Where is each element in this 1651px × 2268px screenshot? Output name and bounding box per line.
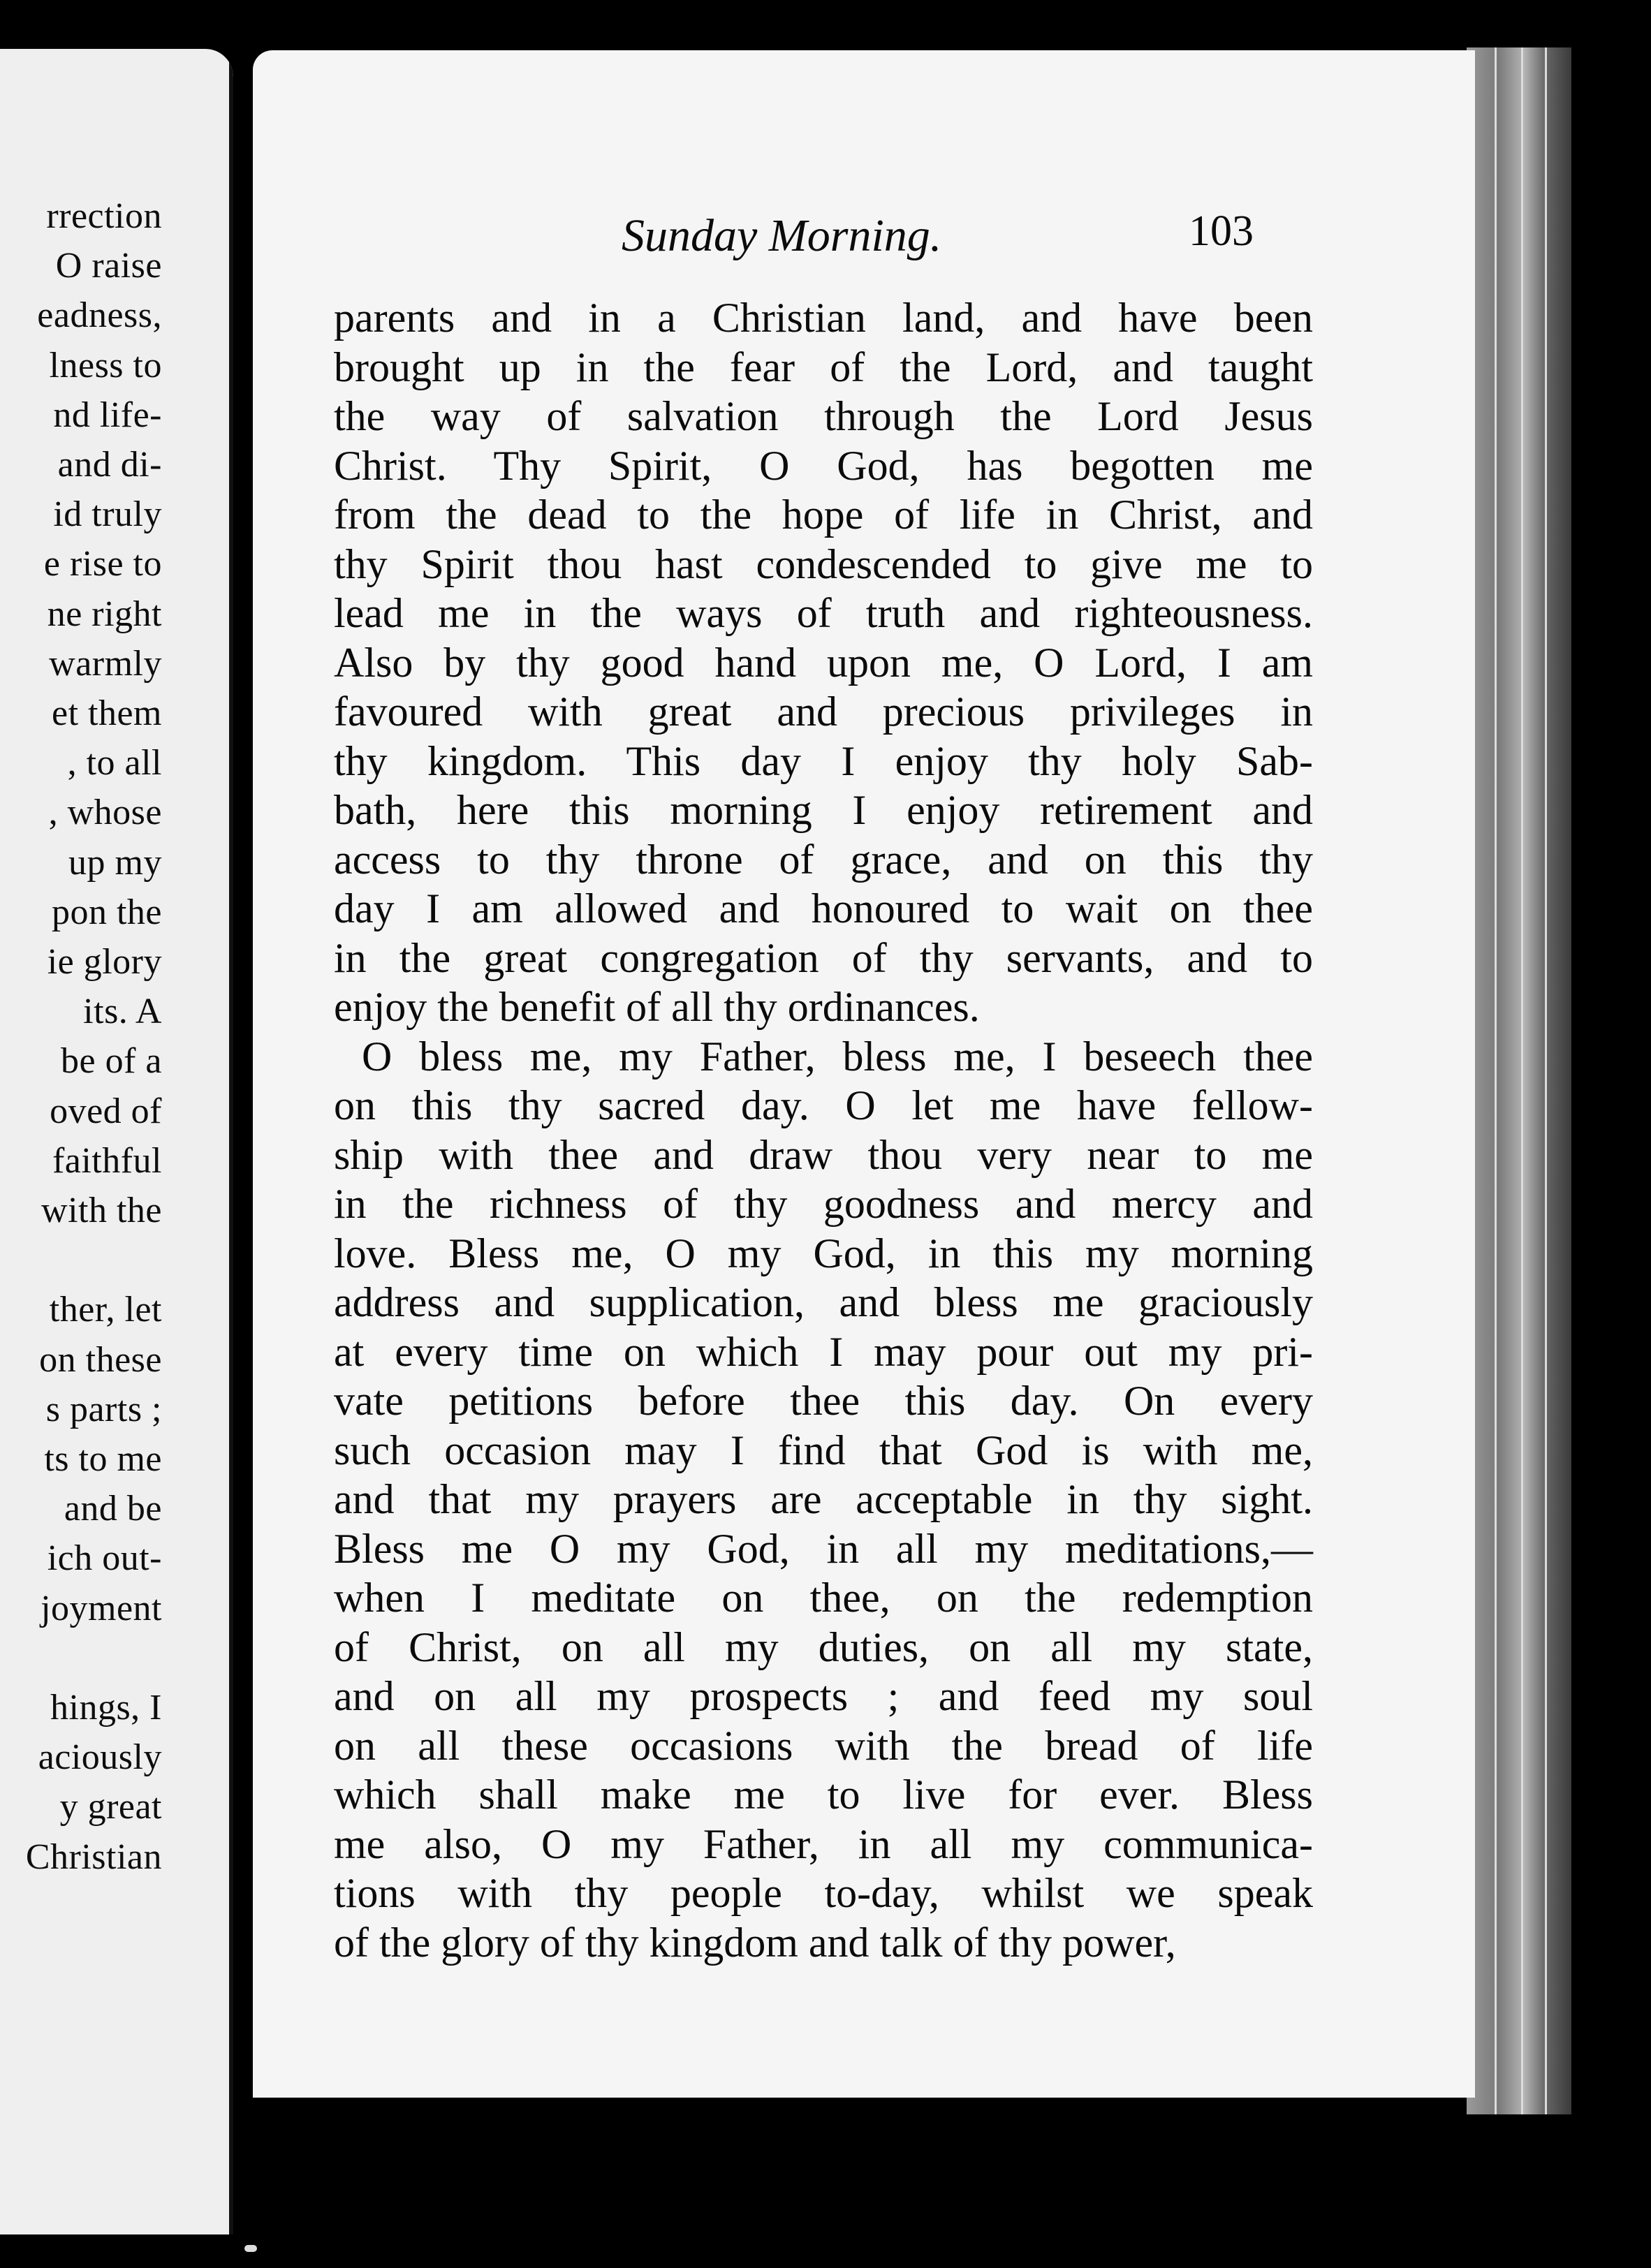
body-line: love. Bless me, O my God, in this my morning bbox=[334, 1230, 1313, 1276]
left-page-line: pon the bbox=[51, 892, 162, 932]
left-page-line: aciously bbox=[38, 1737, 162, 1778]
left-page-line: eadness, bbox=[37, 295, 162, 336]
body-line: when I meditate on thee, on the redemption bbox=[334, 1575, 1313, 1621]
body-line: which shall make me to live for ever. Bless bbox=[334, 1772, 1313, 1818]
left-page-edge bbox=[229, 49, 233, 2234]
left-page-line: lness to bbox=[49, 345, 162, 385]
page-number: 103 bbox=[1189, 207, 1254, 255]
left-page-line: s parts ; bbox=[45, 1389, 162, 1429]
body-line: at every time on which I may pour out my pri- bbox=[334, 1328, 1313, 1375]
body-line: such occasion may I find that God is with me, bbox=[334, 1427, 1313, 1473]
body-line: thy Spirit thou hast condescended to give me to bbox=[334, 540, 1313, 587]
left-page-line: ts to me bbox=[44, 1439, 162, 1479]
body-line: and on all my prospects ; and feed my soul bbox=[334, 1673, 1313, 1719]
body-line: in the great congregation of thy servants, and to bbox=[334, 934, 1313, 981]
body-line: enjoy the benefit of all thy ordinances. bbox=[334, 984, 980, 1030]
body-line: vate petitions before thee this day. On every bbox=[334, 1378, 1313, 1424]
body-line: O bless me, my Father, bless me, I beseech thee bbox=[362, 1033, 1313, 1080]
left-page-line: with the bbox=[41, 1191, 162, 1230]
body-line: favoured with great and precious privileges in bbox=[334, 688, 1313, 735]
left-page-line: ther, let bbox=[49, 1290, 162, 1330]
left-page-line: and di- bbox=[57, 445, 162, 485]
body-line: from the dead to the hope of life in Christ, and bbox=[334, 492, 1313, 538]
left-page bbox=[0, 49, 233, 2234]
left-page-line: O raise bbox=[55, 246, 162, 286]
left-page-line: warmly bbox=[49, 643, 162, 684]
body-line: lead me in the ways of truth and righteousness. bbox=[334, 590, 1313, 636]
left-page-line: joyment bbox=[41, 1588, 162, 1628]
left-page-line: faithful bbox=[52, 1140, 162, 1181]
body-text bbox=[334, 293, 1313, 1967]
body-line: in the richness of thy goodness and mercy and bbox=[334, 1181, 1313, 1227]
left-page-line: hings, I bbox=[50, 1688, 162, 1728]
page-edge-stripe bbox=[1495, 47, 1497, 2114]
left-page-line: e rise to bbox=[43, 544, 162, 584]
body-line: thy kingdom. This day I enjoy thy holy Sab- bbox=[334, 737, 1313, 784]
body-line: of the glory of thy kingdom and talk of thy power, bbox=[334, 1919, 1176, 1966]
left-page-line: on these bbox=[39, 1339, 162, 1380]
body-line: Also by thy good hand upon me, O Lord, I am bbox=[334, 639, 1313, 686]
left-page-line: , to all bbox=[67, 743, 162, 783]
body-line: address and supplication, and bless me graciously bbox=[334, 1279, 1313, 1325]
body-line: ship with thee and draw thou very near to me bbox=[334, 1131, 1313, 1178]
left-page-line: ich out- bbox=[47, 1538, 162, 1579]
left-page-line: Christian bbox=[25, 1836, 162, 1877]
body-line: on this thy sacred day. O let me have fellow- bbox=[334, 1082, 1313, 1128]
body-line: bath, here this morning I enjoy retirement and bbox=[334, 787, 1313, 833]
left-page-line: and be bbox=[64, 1489, 162, 1529]
left-page-line: be of a bbox=[61, 1041, 162, 1082]
body-line: Christ. Thy Spirit, O God, has begotten me bbox=[334, 442, 1313, 489]
left-page-line: , whose bbox=[48, 793, 162, 833]
left-page-line: id truly bbox=[53, 494, 162, 535]
body-line: brought up in the fear of the Lord, and taught bbox=[334, 344, 1313, 390]
body-line: of Christ, on all my duties, on all my state, bbox=[334, 1623, 1313, 1670]
left-page-line: up my bbox=[68, 842, 162, 883]
left-page-line: nd life- bbox=[53, 395, 162, 435]
body-line: me also, O my Father, in all my communica- bbox=[334, 1820, 1313, 1867]
body-line: the way of salvation through the Lord Jesus bbox=[334, 393, 1313, 439]
body-line: parents and in a Christian land, and have been bbox=[334, 295, 1313, 341]
page-edge-stripe bbox=[1521, 47, 1523, 2114]
book-page-edges bbox=[1467, 47, 1571, 2114]
left-page-line: et them bbox=[51, 693, 162, 733]
body-line: day I am allowed and honoured to wait on thee bbox=[334, 885, 1313, 932]
left-page-line: oved of bbox=[50, 1091, 162, 1131]
body-line: Bless me O my God, in all my meditations,— bbox=[334, 1525, 1313, 1572]
page-edge-stripe bbox=[1545, 47, 1547, 2114]
body-line: tions with thy people to-day, whilst we speak bbox=[334, 1870, 1313, 1916]
body-line: access to thy throne of grace, and on this thy bbox=[334, 836, 1313, 883]
scan-artifact bbox=[244, 2245, 257, 2252]
left-page-line: y great bbox=[59, 1787, 162, 1827]
left-page-line: ie glory bbox=[47, 942, 162, 982]
body-line: and that my prayers are acceptable in thy sight. bbox=[334, 1476, 1313, 1522]
body-line: on all these occasions with the bread of life bbox=[334, 1722, 1313, 1769]
left-page-line: rrection bbox=[46, 196, 162, 236]
left-page-line: its. A bbox=[83, 992, 162, 1032]
left-page-line: ne right bbox=[47, 594, 162, 634]
